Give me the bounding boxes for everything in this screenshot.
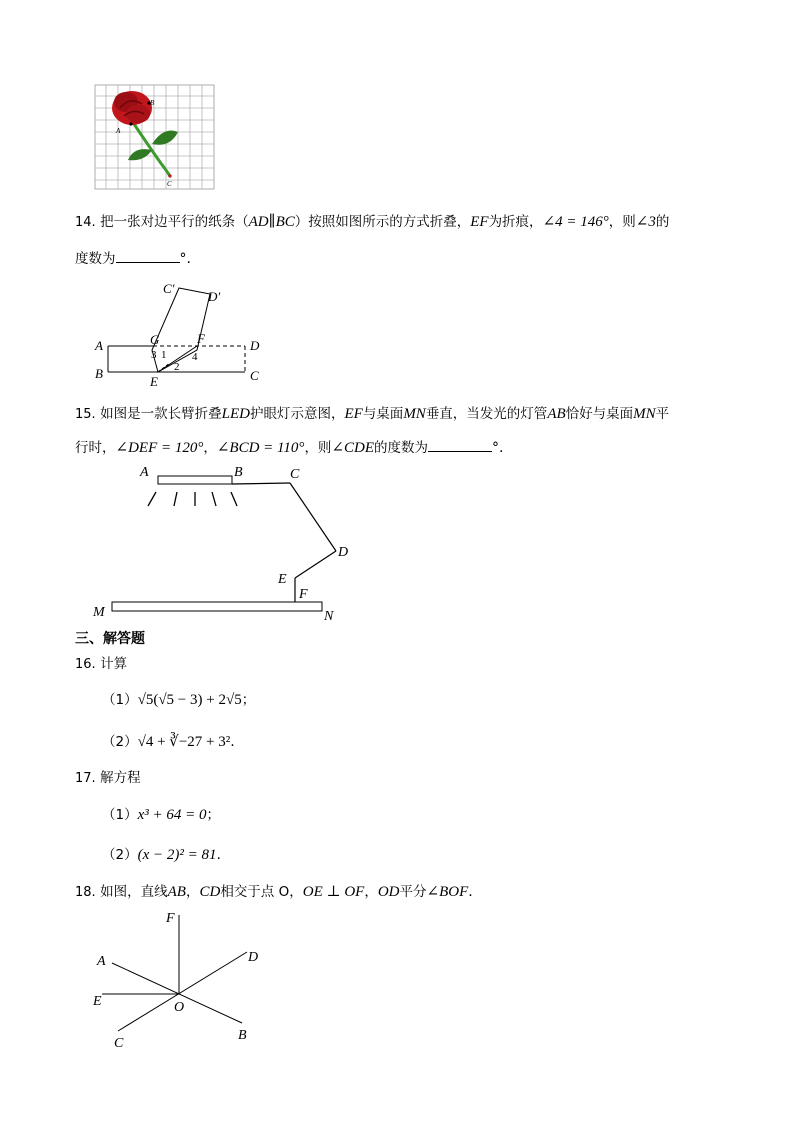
point-c-dot: [168, 174, 171, 177]
q18-math: CD: [199, 884, 221, 900]
q14-text: ）按照如图所示的方式折叠，: [294, 214, 471, 230]
q18-label-o: O: [174, 1000, 185, 1015]
section-3-title: 三、解答题: [75, 631, 145, 647]
q14-label-g: G: [150, 332, 160, 347]
q15-text: 平: [655, 406, 670, 422]
q15-label-m: M: [93, 605, 105, 620]
q14-label-b: B: [95, 366, 103, 381]
q17-part2-expression: (x − 2)² = 81: [137, 847, 217, 863]
q15-label-n: N: [324, 609, 334, 624]
rose-label-c: C: [167, 180, 172, 188]
q17-part1: [102, 805, 220, 825]
q16-part1: [102, 690, 255, 710]
q14-text: °.: [179, 251, 191, 267]
q14-label-a: A: [95, 338, 103, 353]
point-a-dot: [129, 122, 132, 125]
q15-label-d: D: [338, 545, 349, 560]
q14-line1: [75, 212, 669, 233]
q15-text: ，则: [304, 440, 332, 456]
q15-label-f: F: [299, 587, 308, 602]
q15-text: 恰好与桌面: [565, 406, 634, 422]
q15-line2: [75, 437, 503, 458]
q18-label-c: C: [114, 1036, 124, 1051]
q18-math: OD: [377, 884, 400, 900]
q14-label-f: F: [197, 331, 205, 346]
q15-text: 与桌面: [362, 406, 404, 422]
q14-math: AD∥BC: [248, 214, 295, 230]
q16-part1-expression: √5(√5 − 3) + 2√5: [137, 692, 242, 708]
q17-text: ；: [206, 807, 220, 823]
light-rays: [148, 492, 237, 506]
q15-text: °.: [492, 440, 504, 456]
q14-math: ∠4 = 146°: [542, 214, 609, 230]
q15-text: 行时，: [75, 440, 116, 456]
q17-title: 解方程: [100, 770, 141, 786]
q14-line2: [75, 248, 191, 269]
q17-part2-label: （2）: [102, 847, 138, 863]
q18-text: 相交于点 O，: [220, 884, 303, 900]
q15-label-b: B: [234, 465, 243, 480]
q15-text: 护眼灯示意图，: [249, 406, 345, 422]
q15-math: MN: [633, 406, 656, 422]
q15-math: EF: [344, 406, 363, 422]
q14-text: 为折痕，: [488, 214, 543, 230]
q15-math: AB: [547, 406, 566, 422]
q14-answer-blank[interactable]: [116, 248, 180, 263]
q16-title-line: [75, 654, 127, 675]
rose-label-a: A: [116, 127, 121, 135]
q18-text: ，: [364, 884, 378, 900]
q14-label-d: D: [250, 338, 260, 353]
q14-text: ，则: [608, 214, 636, 230]
q15-label-e: E: [278, 572, 287, 587]
q15-label-a: A: [140, 465, 149, 480]
q14-angle-4: 4: [192, 351, 198, 363]
q18-text: .: [468, 884, 473, 900]
q18-math: ∠BOF: [426, 884, 469, 900]
q16-text: ；: [241, 692, 256, 708]
q14-figure: [90, 280, 280, 390]
q15-text: 如图是一款长臂折叠: [100, 406, 222, 422]
q14-text: 把一张对边平行的纸条（: [100, 214, 249, 230]
q15-math: ∠BCD = 110°: [216, 440, 305, 456]
q17-part1-expression: x³ + 64 = 0: [137, 807, 207, 823]
q16-part2: [102, 732, 235, 752]
q15-math: ∠DEF = 120°: [115, 440, 204, 456]
q18-line1: [75, 882, 473, 903]
q18-text: 如图，直线: [100, 884, 168, 900]
q14-number: 14.: [75, 215, 96, 230]
q18-math: OE ⊥ OF: [302, 884, 365, 900]
q18-label-d: D: [248, 950, 259, 965]
q15-math: MN: [403, 406, 426, 422]
rose-grid-figure: [94, 84, 218, 192]
q14-text: 度数为: [75, 251, 116, 267]
q14-label-e: E: [150, 374, 158, 389]
q18-label-b: B: [238, 1028, 247, 1043]
q15-text: 的度数为: [374, 440, 429, 456]
q14-label-c: C: [250, 368, 259, 383]
q18-math: AB: [167, 884, 186, 900]
q16-text: .: [230, 734, 235, 750]
q15-line1: [75, 404, 669, 425]
q18-text: 平分: [399, 884, 427, 900]
rose-leaf-left: [128, 149, 152, 160]
q18-label-a: A: [97, 954, 106, 969]
q15-label-c: C: [290, 467, 300, 482]
q14-label-d-prime: D′: [208, 289, 221, 304]
q18-number: 18.: [75, 885, 96, 900]
q17-text: .: [216, 847, 221, 863]
q16-part2-label: （2）: [102, 734, 138, 750]
q16-number: 16.: [75, 657, 96, 672]
q17-title-line: [75, 768, 141, 789]
q16-part2-expression: √4 + ∛−27 + 3²: [137, 734, 231, 750]
q18-figure: [90, 905, 280, 1055]
q15-text: ，: [203, 440, 217, 456]
q14-angle-3: 3: [151, 349, 157, 361]
q17-number: 17.: [75, 771, 96, 786]
q14-text: 的: [655, 214, 670, 230]
q15-math: LED: [221, 406, 250, 422]
q15-answer-blank[interactable]: [428, 437, 492, 452]
q18-label-f: F: [166, 911, 175, 926]
q16-part1-label: （1）: [102, 692, 138, 708]
q18-text: ，: [185, 884, 200, 900]
q14-angle-1: 1: [161, 349, 167, 361]
q14-angle-2: 2: [174, 361, 180, 373]
q14-math: ∠3: [635, 214, 656, 230]
rose-leaf-right: [152, 131, 178, 145]
q17-part2: [102, 845, 221, 865]
q17-part1-label: （1）: [102, 807, 138, 823]
q14-math: EF: [470, 214, 489, 230]
grid-lines: [95, 85, 214, 189]
q14-label-c-prime: C′: [163, 281, 175, 296]
q18-label-e: E: [93, 994, 102, 1009]
q15-math: ∠CDE: [331, 440, 375, 456]
q16-title: 计算: [100, 656, 128, 672]
rose-label-b: B: [150, 99, 155, 107]
q15-text: 垂直，当发光的灯管: [425, 406, 548, 422]
rose-flower: [112, 91, 152, 125]
q15-figure: [90, 460, 350, 625]
q15-number: 15.: [75, 407, 96, 422]
